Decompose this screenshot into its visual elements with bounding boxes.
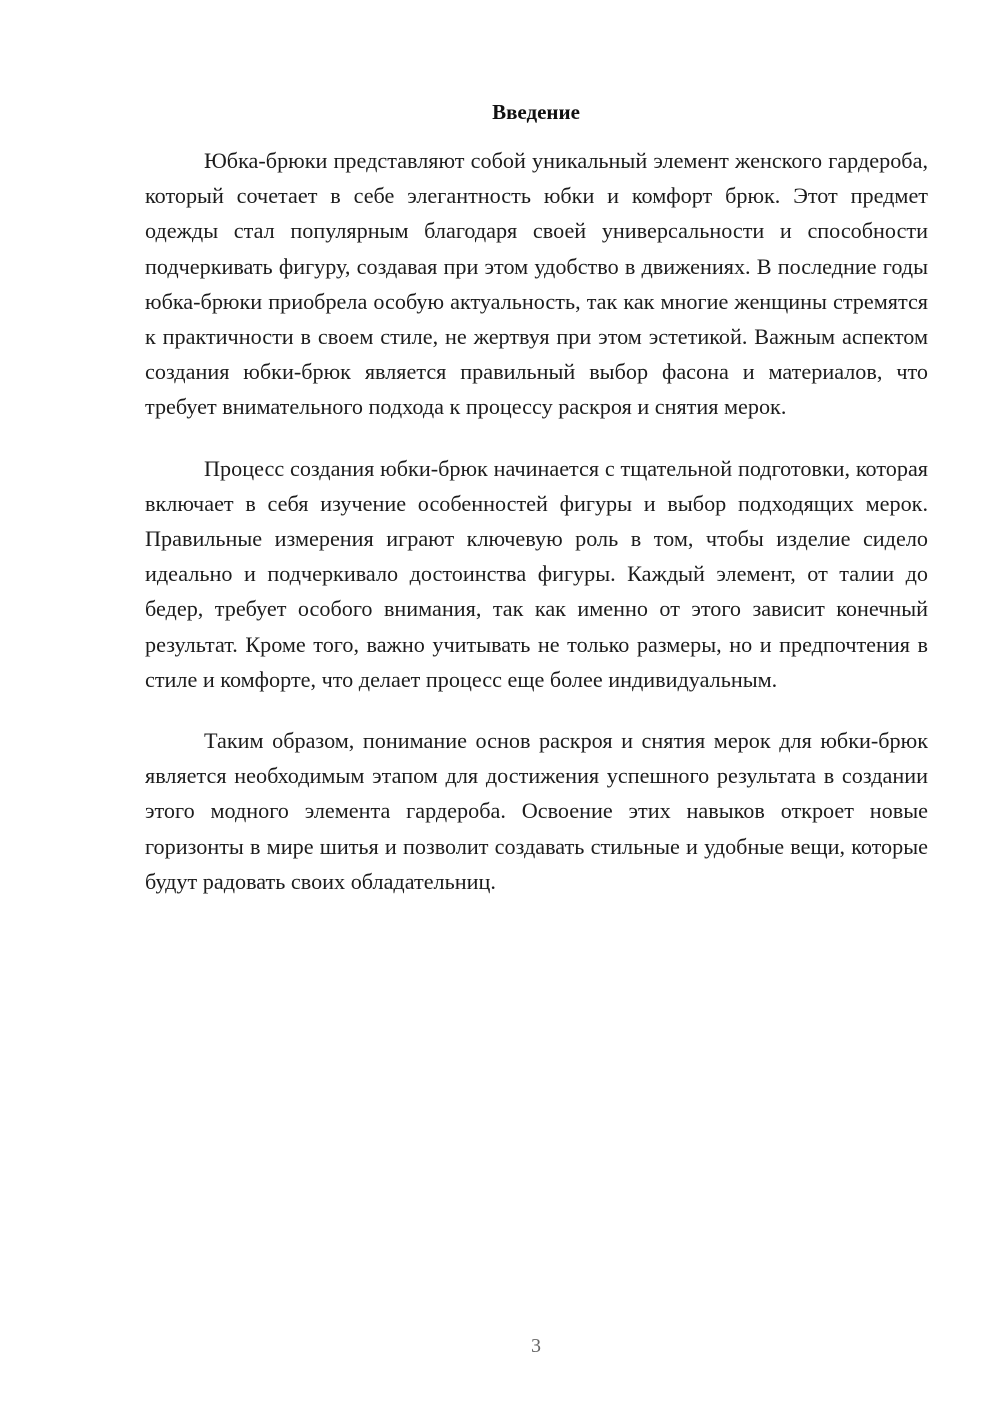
paragraph: Юбка-брюки представляют собой уникальный элемент женского гардероба, который сочетает в себе элегантность юбки и комфорт брюк. Этот предмет одежды стал популярным благодаря своей универсальности и способности подчеркивать фигуру, создавая при этом удобство в движениях. В последние годы юбка-брюки приобрела особую актуальность, так как многие женщины стремятся к практичности в своем стиле, не жертвуя при этом эстетикой. Важным аспектом создания юбки-брюк является правильный выбор фасона и материалов, что требует внимательного подхода к процессу раскроя и снятия мерок. bbox=[145, 148, 928, 420]
paragraph: Таким образом, понимание основ раскроя и снятия мерок для юбки-брюк является необходимым этапом для достижения успешного результата в создании этого модного элемента гардероба. Освоение этих навыков откроет новые горизонты в мире шитья и позволит создавать стильные и удобные вещи, которые будут радовать своих обладательниц. bbox=[145, 728, 928, 894]
page-number: 3 bbox=[531, 1335, 541, 1357]
body-text bbox=[145, 143, 928, 925]
paragraph: Процесс создания юбки-брюк начинается с тщательной подготовки, которая включает в себя изучение особенностей фигуры и выбор подходящих мерок. Правильные измерения играют ключевую роль в том, чтобы изделие сидело идеально и подчеркивало достоинства фигуры. Каждый элемент, от талии до бедер, требует особого внимания, так как именно от этого зависит конечный результат. Кроме того, важно учитывать не только размеры, но и предпочтения в стиле и комфорте, что делает процесс еще более индивидуальным. bbox=[145, 455, 928, 692]
section-title: Введение bbox=[492, 100, 580, 124]
